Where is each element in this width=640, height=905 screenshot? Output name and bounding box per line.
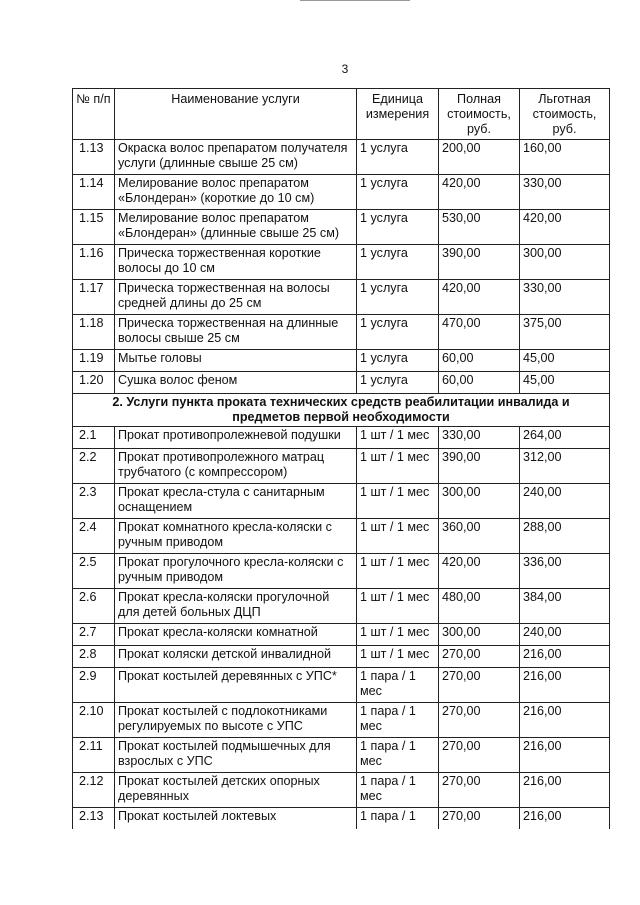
row-number: 2.2 [73, 449, 115, 484]
row-number: 1.15 [73, 210, 115, 245]
service-name: Прокат кресла-коляски прогулочной для детей больных ДЦП [115, 589, 357, 624]
row-number: 1.13 [73, 140, 115, 175]
table-row [73, 245, 610, 280]
unit-cell: 1 пара / 1 мес [357, 738, 439, 773]
row-number: 2.5 [73, 554, 115, 589]
unit-cell: 1 шт / 1 мес [357, 624, 439, 646]
full-price-cell: 420,00 [439, 554, 520, 589]
section2-title: 2. Услуги пункта проката технических средств реабилитации инвалида и предметов первой необходимости [73, 394, 610, 427]
full-price-cell: 300,00 [439, 624, 520, 646]
table-row [73, 668, 610, 703]
service-name: Прокат кресла-коляски комнатной [115, 624, 357, 646]
table-row [73, 738, 610, 773]
unit-cell: 1 услуга [357, 315, 439, 350]
full-price-cell: 390,00 [439, 449, 520, 484]
header-full-price: Полная стоимость, руб. [439, 89, 520, 140]
unit-cell: 1 шт / 1 мес [357, 646, 439, 668]
service-name: Прокат противопролежного матрац трубчатого (с компрессором) [115, 449, 357, 484]
table-row [73, 646, 610, 668]
service-name: Прокат костылей деревянных с УПС* [115, 668, 357, 703]
service-name: Прическа торжественная короткие волосы до 10 см [115, 245, 357, 280]
full-price-cell: 270,00 [439, 668, 520, 703]
service-name: Мелирование волос препаратом «Блондеран» (короткие до 10 см) [115, 175, 357, 210]
full-price-cell: 330,00 [439, 427, 520, 449]
full-price-cell: 300,00 [439, 484, 520, 519]
row-number: 2.12 [73, 773, 115, 808]
discount-price-cell: 45,00 [520, 372, 610, 394]
section1-body [73, 140, 610, 394]
row-number: 1.20 [73, 372, 115, 394]
header-name: Наименование услуги [115, 89, 357, 140]
unit-cell: 1 шт / 1 мес [357, 589, 439, 624]
service-name: Прокат костылей детских опорных деревянных [115, 773, 357, 808]
unit-cell: 1 пара / 1 мес [357, 703, 439, 738]
row-number: 1.14 [73, 175, 115, 210]
full-price-cell: 270,00 [439, 808, 520, 830]
section-title-row [73, 394, 610, 427]
discount-price-cell: 45,00 [520, 350, 610, 372]
unit-cell: 1 шт / 1 мес [357, 519, 439, 554]
discount-price-cell: 336,00 [520, 554, 610, 589]
row-number: 2.8 [73, 646, 115, 668]
service-name: Прокат прогулочного кресла-коляски с ручным приводом [115, 554, 357, 589]
full-price-cell: 60,00 [439, 350, 520, 372]
unit-cell: 1 шт / 1 мес [357, 484, 439, 519]
table-row [73, 175, 610, 210]
discount-price-cell: 240,00 [520, 624, 610, 646]
discount-price-cell: 288,00 [520, 519, 610, 554]
discount-price-cell: 300,00 [520, 245, 610, 280]
table-row [73, 773, 610, 808]
header-no: № п/п [73, 89, 115, 140]
unit-cell: 1 пара / 1 мес [357, 668, 439, 703]
table-row [73, 210, 610, 245]
row-number: 1.19 [73, 350, 115, 372]
unit-cell: 1 услуга [357, 245, 439, 280]
table-row [73, 703, 610, 738]
unit-cell: 1 пара / 1 мес [357, 773, 439, 808]
discount-price-cell: 330,00 [520, 280, 610, 315]
unit-cell: 1 услуга [357, 372, 439, 394]
service-name: Прокат костылей подмышечных для взрослых с УПС [115, 738, 357, 773]
row-number: 2.3 [73, 484, 115, 519]
header-unit: Единица измерения [357, 89, 439, 140]
row-number: 2.1 [73, 427, 115, 449]
discount-price-cell: 384,00 [520, 589, 610, 624]
full-price-cell: 530,00 [439, 210, 520, 245]
service-name: Прокат комнатного кресла-коляски с ручным приводом [115, 519, 357, 554]
page-number: 3 [341, 62, 349, 76]
service-name: Прокат коляски детской инвалидной [115, 646, 357, 668]
unit-cell: 1 шт / 1 мес [357, 554, 439, 589]
table-row [73, 427, 610, 449]
discount-price-cell: 216,00 [520, 668, 610, 703]
full-price-cell: 480,00 [439, 589, 520, 624]
service-name: Сушка волос феном [115, 372, 357, 394]
unit-cell: 1 услуга [357, 280, 439, 315]
service-name: Прокат кресла-стула с санитарным оснащением [115, 484, 357, 519]
discount-price-cell: 160,00 [520, 140, 610, 175]
table-row [73, 372, 610, 394]
service-name: Прокат костылей с подлокотниками регулируемых по высоте с УПС [115, 703, 357, 738]
discount-price-cell: 420,00 [520, 210, 610, 245]
row-number: 2.7 [73, 624, 115, 646]
service-name: Прическа торжественная на длинные волосы свыше 25 см [115, 315, 357, 350]
row-number: 1.16 [73, 245, 115, 280]
service-name: Мытье головы [115, 350, 357, 372]
unit-cell: 1 услуга [357, 210, 439, 245]
row-number: 2.13 [73, 808, 115, 830]
full-price-cell: 270,00 [439, 646, 520, 668]
service-name: Прическа торжественная на волосы средней длины до 25 см [115, 280, 357, 315]
full-price-cell: 420,00 [439, 175, 520, 210]
unit-cell: 1 услуга [357, 175, 439, 210]
table-row [73, 554, 610, 589]
row-number: 2.10 [73, 703, 115, 738]
price-table [72, 88, 610, 829]
discount-price-cell: 240,00 [520, 484, 610, 519]
service-name: Прокат костылей локтевых [115, 808, 357, 830]
unit-cell: 1 шт / 1 мес [357, 449, 439, 484]
full-price-cell: 270,00 [439, 703, 520, 738]
row-number: 2.4 [73, 519, 115, 554]
table-row [73, 280, 610, 315]
unit-cell: 1 пара / 1 [357, 808, 439, 830]
full-price-cell: 270,00 [439, 738, 520, 773]
full-price-cell: 270,00 [439, 773, 520, 808]
unit-cell: 1 услуга [357, 140, 439, 175]
discount-price-cell: 216,00 [520, 808, 610, 830]
unit-cell: 1 услуга [357, 350, 439, 372]
discount-price-cell: 216,00 [520, 703, 610, 738]
row-number: 2.6 [73, 589, 115, 624]
table-row [73, 140, 610, 175]
header-discount-price: Льготная стоимость, руб. [520, 89, 610, 140]
table-row [73, 624, 610, 646]
full-price-cell: 470,00 [439, 315, 520, 350]
full-price-cell: 420,00 [439, 280, 520, 315]
row-number: 2.11 [73, 738, 115, 773]
row-number: 1.17 [73, 280, 115, 315]
full-price-cell: 360,00 [439, 519, 520, 554]
service-name: Прокат противопролежневой подушки [115, 427, 357, 449]
table-row [73, 350, 610, 372]
table-row [73, 808, 610, 830]
table-row [73, 315, 610, 350]
full-price-cell: 60,00 [439, 372, 520, 394]
table-row [73, 484, 610, 519]
unit-cell: 1 шт / 1 мес [357, 427, 439, 449]
row-number: 2.9 [73, 668, 115, 703]
discount-price-cell: 330,00 [520, 175, 610, 210]
table-row [73, 519, 610, 554]
discount-price-cell: 264,00 [520, 427, 610, 449]
table-row [73, 449, 610, 484]
top-rule [300, 0, 410, 1]
discount-price-cell: 375,00 [520, 315, 610, 350]
discount-price-cell: 216,00 [520, 773, 610, 808]
discount-price-cell: 216,00 [520, 738, 610, 773]
table-header-row [73, 89, 610, 140]
service-name: Окраска волос препаратом получателя услуги (длинные свыше 25 см) [115, 140, 357, 175]
discount-price-cell: 312,00 [520, 449, 610, 484]
full-price-cell: 200,00 [439, 140, 520, 175]
table-row [73, 589, 610, 624]
service-name: Мелирование волос препаратом «Блондеран» (длинные свыше 25 см) [115, 210, 357, 245]
row-number: 1.18 [73, 315, 115, 350]
section2-title-body [73, 394, 610, 427]
discount-price-cell: 216,00 [520, 646, 610, 668]
full-price-cell: 390,00 [439, 245, 520, 280]
section2-body [73, 427, 610, 830]
